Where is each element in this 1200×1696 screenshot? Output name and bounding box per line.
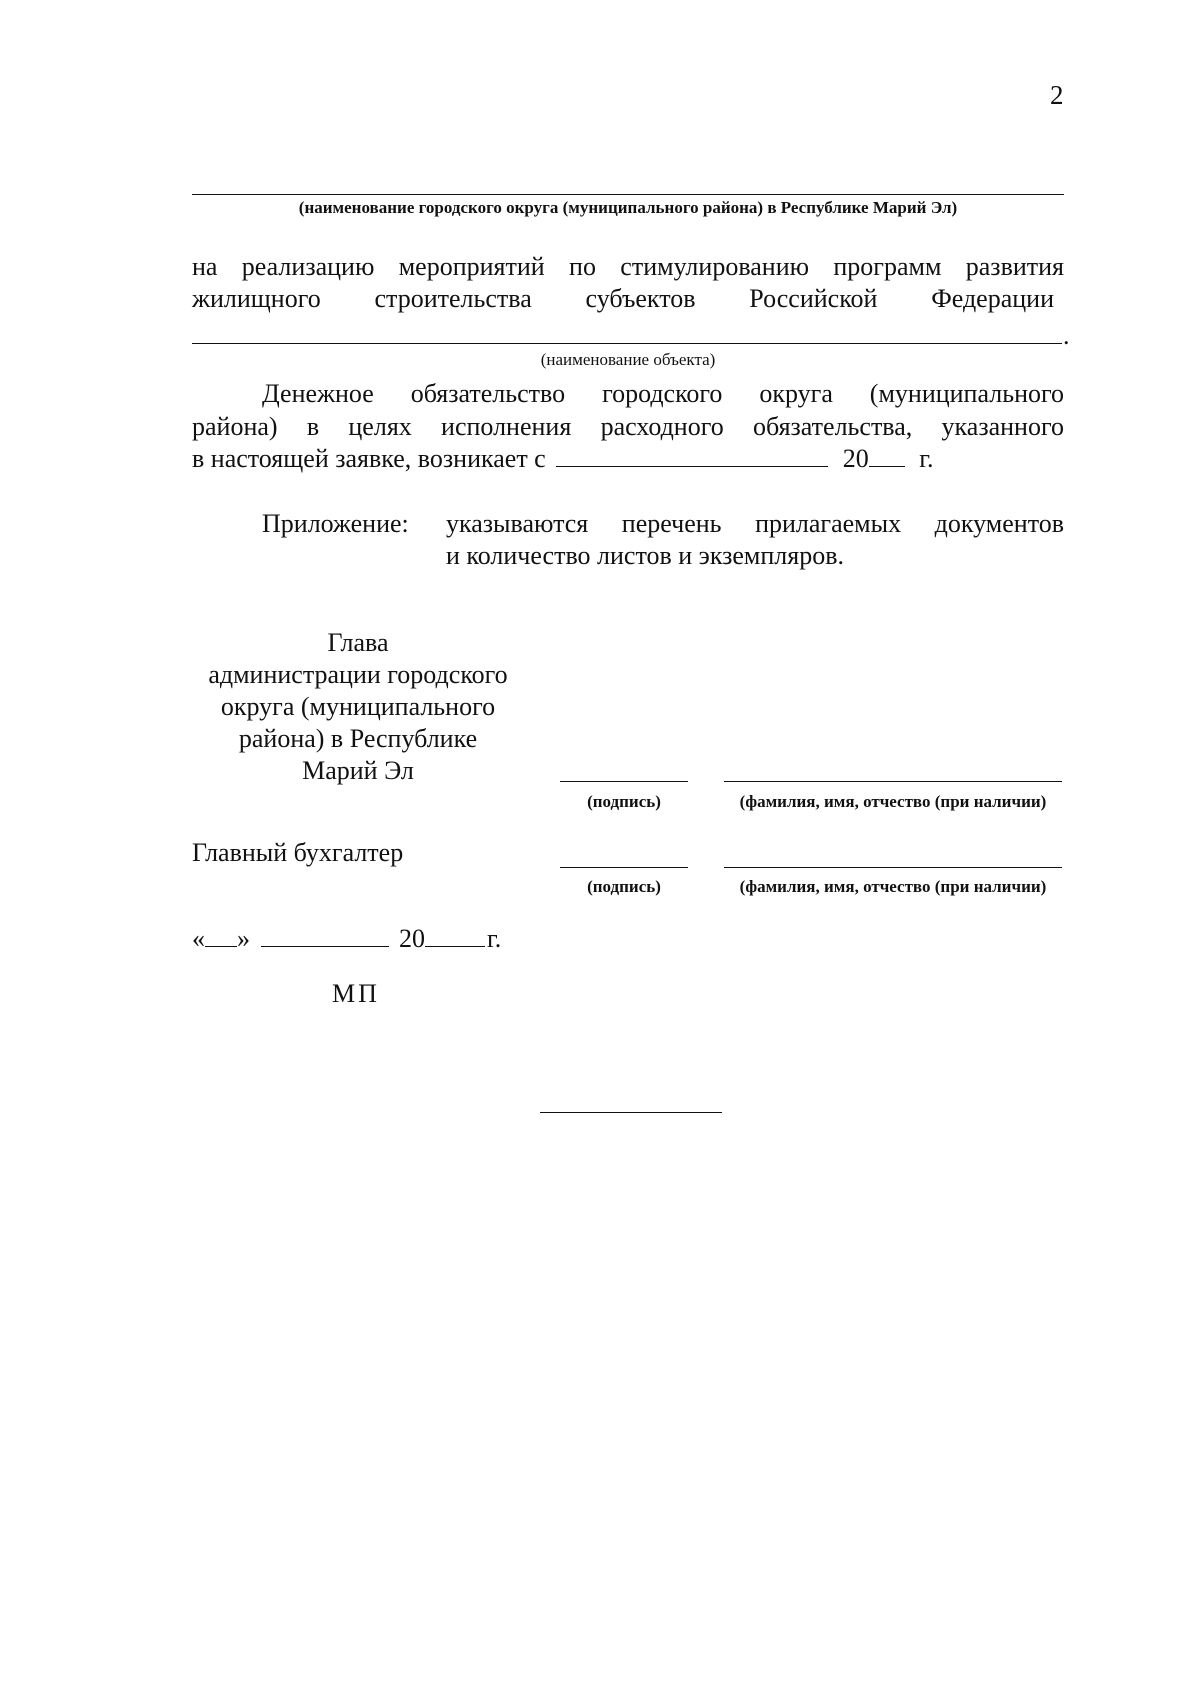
appendix-label: Приложение: [262, 509, 409, 538]
purpose-line-2: жилищного строительства субъектов Российской Федерации [192, 284, 1054, 313]
head-title-line-2: администрации городского [208, 660, 508, 689]
date-year-blank [425, 924, 485, 947]
head-name-caption: (фамилия, имя, отчество (при наличии) [739, 792, 1047, 811]
date-year-prefix: 20 [399, 924, 425, 953]
head-title-line-5: Марий Эл [302, 756, 414, 785]
obligation-year-blank [869, 444, 905, 467]
obligation-line-2: района) в целях исполнения расходного обязательства, указанного [192, 412, 1064, 441]
closing-rule [540, 1112, 722, 1113]
date-year-suffix: г. [487, 924, 502, 953]
head-signature-caption: (подпись) [587, 792, 661, 811]
accountant-name-caption: (фамилия, имя, отчество (при наличии) [739, 877, 1047, 896]
date-line [192, 923, 501, 955]
accountant-name-line [724, 867, 1062, 868]
date-month-blank [261, 924, 389, 947]
stamp-label: МП [332, 979, 380, 1008]
accountant-title: Главный бухгалтер [192, 838, 404, 867]
object-name-line [192, 343, 1062, 344]
date-open-quote: « [192, 924, 205, 953]
object-line-period: . [1063, 321, 1070, 350]
obligation-line-3 [192, 443, 1064, 475]
page-number: 2 [1050, 80, 1064, 110]
appendix-line-2: и количество листов и экземпляров. [446, 541, 845, 570]
obligation-line-3-text: в настоящей заявке, возникает с [192, 444, 546, 473]
head-name-line [724, 781, 1062, 782]
accountant-signature-caption: (подпись) [587, 877, 661, 896]
head-signature-line [560, 781, 688, 782]
head-title [192, 627, 524, 787]
municipality-caption: (наименование городского округа (муниципального района) в Республике Марий Эл) [298, 198, 958, 217]
date-close-quote: » [237, 924, 250, 953]
date-day-blank [205, 924, 237, 947]
appendix-line-1: указываются перечень прилагаемых документов [446, 509, 1064, 538]
obligation-year-prefix: 20 [842, 444, 869, 473]
obligation-line-1: Денежное обязательство городского округа (муниципального [262, 379, 1064, 408]
object-caption: (наименование объекта) [540, 350, 716, 369]
head-title-line-1: Глава [327, 628, 389, 657]
purpose-line-1: на реализацию мероприятий по стимулированию программ развития [192, 252, 1064, 281]
accountant-signature-line [560, 867, 688, 868]
head-title-line-4: района) в Республике [238, 724, 478, 753]
obligation-year-suffix: г. [919, 444, 934, 473]
head-title-line-3: округа (муниципального [220, 692, 496, 721]
municipality-name-line [192, 194, 1064, 195]
obligation-date-blank [556, 444, 828, 467]
